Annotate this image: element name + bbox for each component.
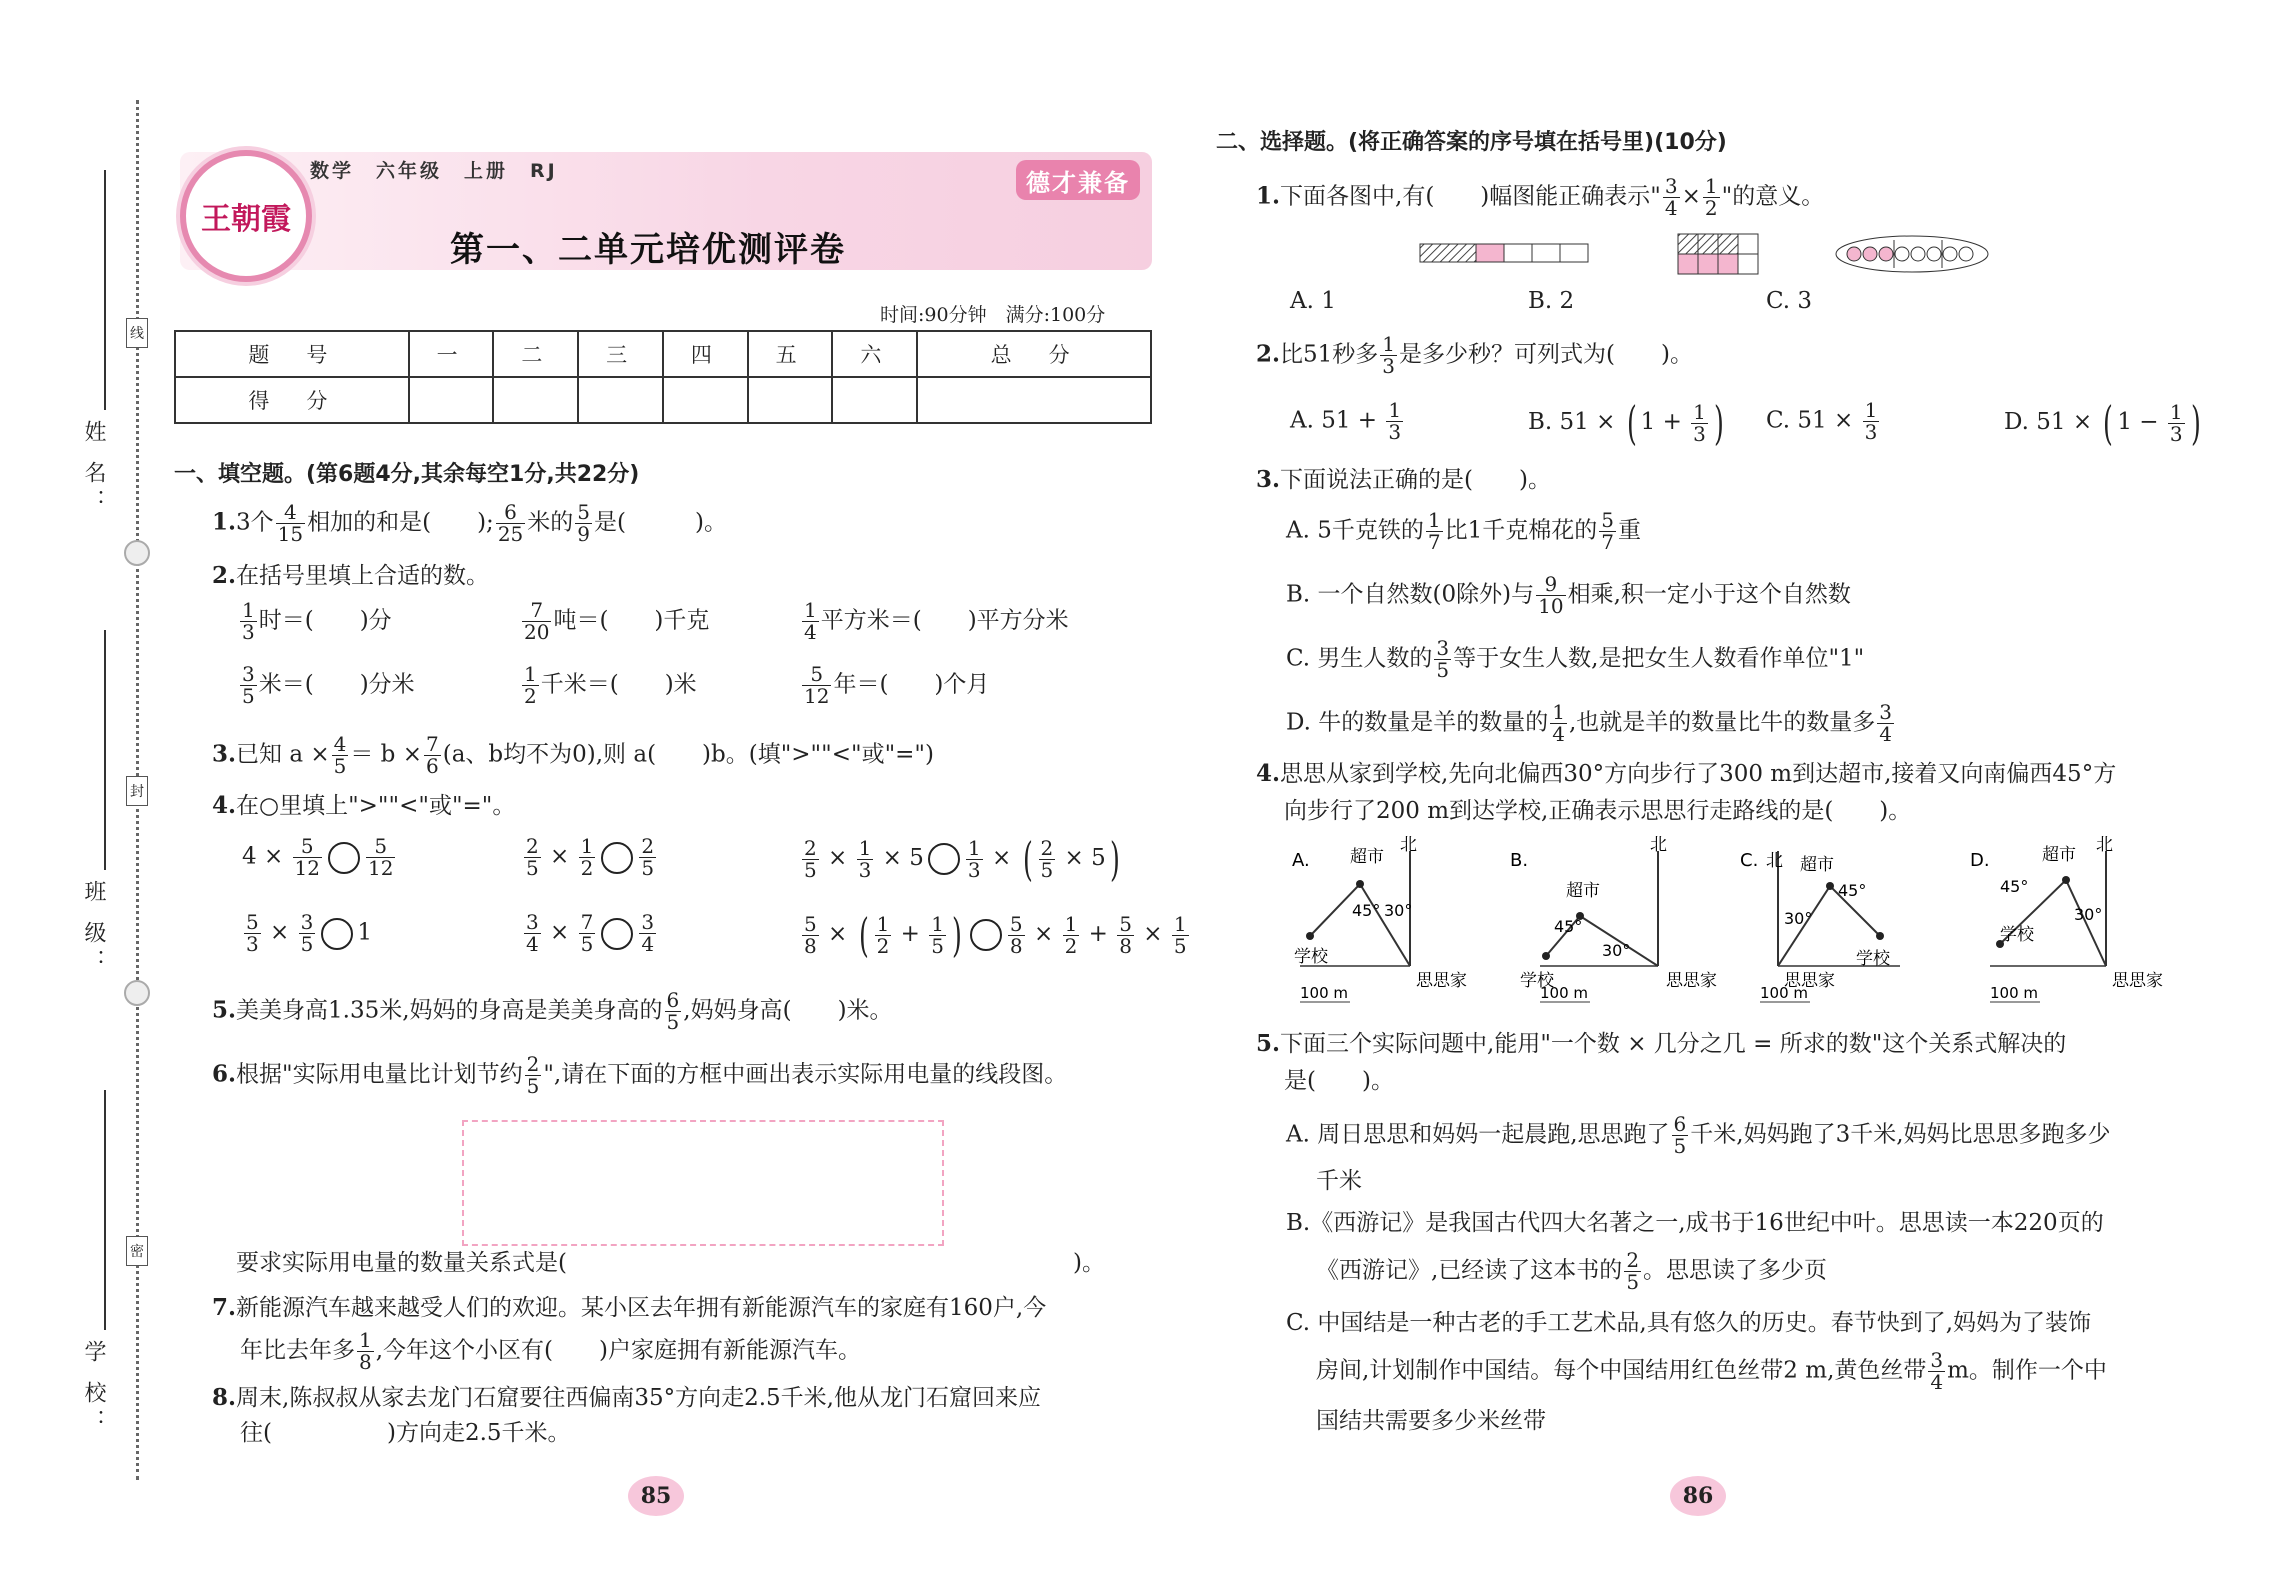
r-question-2: 2.比51秒多 $\frac{1}{3}$ 是多少秒？可列式为( )。 (1256, 332, 1693, 378)
score-cell[interactable] (663, 377, 748, 423)
class-underline (104, 630, 106, 870)
svg-text:30°: 30° (1784, 909, 1813, 928)
binding-ring (124, 980, 150, 1006)
svg-text:学校: 学校 (2000, 925, 2034, 945)
page-number-right: 86 (1670, 1476, 1726, 1516)
svg-text:100 m: 100 m (1990, 984, 2039, 1002)
r-question-5-line2: 是( )。 (1284, 1068, 1394, 1094)
score-header: 六 (832, 331, 917, 377)
section-2-heading: 二、选择题。(将正确答案的序号填在括号里)(10分) (1216, 130, 1727, 155)
figure-a-bar (1420, 244, 1588, 262)
question-1: 1.3个 $\frac{4}{15}$ 相加的和是( ); $\frac{6}{25}$ 米的 $\frac{5}{9}$ 是( )。 (212, 500, 727, 546)
compare-item: $\frac{2}{5}$ × $\frac{1}{3}$ × 5 $\frac{1}{3}$ × ( $\frac{2}{5}$ × 5) (804, 832, 1120, 886)
score-cell[interactable] (409, 377, 494, 423)
diagram-c (1740, 850, 1900, 1002)
class-label: 班 级： (81, 880, 106, 977)
score-header: 一 (409, 331, 494, 377)
svg-text:B.: B. (1510, 850, 1529, 871)
q2-option-b: B. 51 × ( 1 + $\frac{1}{3}$ ) (1528, 396, 1724, 450)
school-underline (104, 1090, 106, 1330)
score-header: 三 (578, 331, 663, 377)
motto-badge: 德才兼备 (1016, 160, 1140, 200)
r-question-3: 3.下面说法正确的是( )。 (1256, 466, 1551, 493)
svg-text:45°: 45° (1554, 917, 1583, 936)
svg-text:北: 北 (1400, 836, 1417, 855)
svg-text:D.: D. (1970, 850, 1990, 871)
route-diagrams (1280, 836, 2200, 1016)
svg-text:30°: 30° (2074, 905, 2103, 924)
drawing-box[interactable] (462, 1120, 944, 1246)
score-header: 总 分 (917, 331, 1151, 377)
svg-text:学校: 学校 (1520, 971, 1554, 991)
svg-text:超市: 超市 (1800, 855, 1834, 875)
svg-text:学校: 学校 (1856, 949, 1890, 969)
q2-item: $\frac{3}{5}$ 米＝( )分米 (242, 662, 415, 708)
svg-text:45°: 45° (1838, 881, 1867, 900)
compare-item: $\frac{5}{8}$ × ( $\frac{1}{2}$ + $\frac{1}{5}$ ) $\frac{5}{8}$ × $\frac{1}{2}$ + $\frac{5}{8}$ × $\frac{1}{5}$ (804, 908, 1187, 962)
seal-mark-line: 线 (126, 318, 148, 348)
fraction-figures (1410, 232, 2070, 276)
q3-option-b: B. 一个自然数(0除外)与 $\frac{9}{10}$ 相乘,积一定小于这个自然数 (1286, 572, 1851, 618)
score-cell[interactable] (917, 377, 1151, 423)
svg-text:A.: A. (1292, 850, 1310, 871)
svg-text:思思家: 思思家 (2112, 971, 2163, 991)
score-label: 得 分 (175, 377, 409, 423)
q2-item: $\frac{1}{3}$ 时＝( )分 (242, 598, 392, 644)
q5-option-b-cont: 《西游记》,已经读了这本书的 $\frac{2}{5}$ 。思思读了多少页 (1316, 1248, 1828, 1294)
time-score-info: 时间:90分钟 满分:100分 (880, 304, 1106, 326)
q5-option-a-cont: 千米 (1316, 1168, 1362, 1194)
score-cell[interactable] (832, 377, 917, 423)
svg-text:C.: C. (1740, 850, 1759, 871)
compare-item: 4 × $\frac{5}{12}$ $\frac{5}{12}$ (242, 834, 394, 880)
diagram-a (1292, 836, 1467, 1002)
seal-mark-seal: 封 (126, 776, 148, 806)
q3-option-a: A. 5千克铁的 $\frac{1}{7}$ 比1千克棉花的 $\frac{5}{7}$ 重 (1286, 508, 1641, 554)
q2-item: $\frac{1}{2}$ 千米＝( )米 (524, 662, 697, 708)
svg-text:30°: 30° (1602, 941, 1631, 960)
q1-option-a: A. 1 (1290, 288, 1336, 314)
r-question-5-line1: 5.下面三个实际问题中,能用"一个数 × 几分之几 = 所求的数"这个关系式解决的 (1256, 1030, 2067, 1057)
score-cell[interactable] (748, 377, 833, 423)
q2-option-a: A. 51 + $\frac{1}{3}$ (1290, 398, 1402, 444)
seal-mark-close: 密 (126, 1236, 148, 1266)
svg-text:北: 北 (1650, 836, 1667, 855)
answer-circle[interactable] (601, 842, 633, 874)
q5-option-c: C. 中国结是一种古老的手工艺术品,具有悠久的历史。春节快到了,妈妈为了装饰 (1286, 1310, 2092, 1336)
score-header: 题 号 (175, 331, 409, 377)
svg-text:100 m: 100 m (1760, 984, 1809, 1002)
answer-circle[interactable] (928, 843, 960, 875)
answer-circle[interactable] (601, 918, 633, 950)
score-header: 四 (663, 331, 748, 377)
q2-item: $\frac{7}{20}$ 吨＝( )千克 (524, 598, 710, 644)
question-6: 6.根据"实际用电量比计划节约 $\frac{2}{5}$ ",请在下面的方框中画出表示实际用电量的线段图。 (212, 1052, 1068, 1098)
q2-option-d: D. 51 × ( 1 − $\frac{1}{3}$ ) (2004, 396, 2201, 450)
svg-text:30°: 30° (1384, 901, 1413, 920)
svg-text:学校: 学校 (1294, 947, 1328, 967)
score-cell[interactable] (578, 377, 663, 423)
svg-text:思思家: 思思家 (1784, 971, 1835, 991)
q2-option-c: C. 51 × $\frac{1}{3}$ (1766, 398, 1878, 444)
svg-text:思思家: 思思家 (1666, 971, 1717, 991)
q5-option-c-cont: 房间,计划制作中国结。每个中国结用红色丝带2 m,黄色丝带 $\frac{3}{4}$ m。制作一个中 (1316, 1348, 2107, 1394)
q5-option-c-cont2: 国结共需要多少米丝带 (1316, 1408, 1546, 1434)
question-2: 2.在括号里填上合适的数。 (212, 562, 490, 589)
r-question-4-line2: 向步行了200 m到达学校,正确表示思思行走路线的是( )。 (1284, 798, 1912, 824)
svg-text:超市: 超市 (1350, 847, 1384, 867)
svg-text:北: 北 (2096, 836, 2113, 855)
answer-circle[interactable] (970, 919, 1002, 951)
r-question-4-line1: 4.思思从家到学校,先向北偏西30°方向步行了300 m到达超市,接着又向南偏西45°方 (1256, 760, 2117, 787)
subject-line: 数学 六年级 上册 RJ (310, 160, 558, 182)
question-7-line1: 7.新能源汽车越来越受人们的欢迎。某小区去年拥有新能源汽车的家庭有160户,今 (212, 1294, 1047, 1321)
question-8-line2: 往( )方向走2.5千米。 (240, 1420, 571, 1446)
question-3: 3.已知 a × $\frac{4}{5}$ ＝ b × $\frac{7}{6}$ (a、b均不为0),则 a( )b。(填">""<"或"=") (212, 732, 934, 778)
name-label: 姓 名： (81, 420, 106, 517)
school-label: 学 校： (81, 1340, 106, 1437)
binding-ring (124, 540, 150, 566)
page-title: 第一、二单元培优测评卷 (450, 230, 846, 270)
q6-relation: 要求实际用电量的数量关系式是( )。 (236, 1250, 1105, 1276)
answer-circle[interactable] (328, 842, 360, 874)
figure-b-grid (1678, 234, 1758, 274)
svg-text:100 m: 100 m (1300, 984, 1349, 1002)
q1-option-b: B. 2 (1528, 288, 1575, 314)
q1-option-c: C. 3 (1766, 288, 1813, 314)
score-table (174, 330, 1152, 424)
brand-logo: 王朝霞 (180, 150, 312, 282)
section-1-heading: 一、填空题。(第6题4分,其余每空1分,共22分) (174, 462, 640, 487)
svg-text:45°: 45° (1352, 901, 1381, 920)
q5-option-b: B.《西游记》是我国古代四大名著之一,成书于16世纪中叶。思思读一本220页的 (1286, 1210, 2104, 1236)
answer-circle[interactable] (321, 918, 353, 950)
diagram-d (1970, 836, 2163, 1002)
question-5: 5.美美身高1.35米,妈妈的身高是美美身高的 $\frac{6}{5}$ ,妈妈身高( )米。 (212, 988, 893, 1034)
r-question-1: 1.下面各图中,有( )幅图能正确表示" $\frac{3}{4}$ × $\frac{1}{2}$ "的意义。 (1256, 174, 1825, 220)
page-number-left: 85 (628, 1476, 684, 1516)
q5-option-a: A. 周日思思和妈妈一起晨跑,思思跑了 $\frac{6}{5}$ 千米,妈妈跑了3千米,妈妈比思思多跑多少 (1286, 1112, 2111, 1158)
q2-item: $\frac{5}{12}$ 年＝( )个月 (804, 662, 990, 708)
question-4: 4.在○里填上">""<"或"="。 (212, 792, 516, 819)
q2-item: $\frac{1}{4}$ 平方米＝( )平方分米 (804, 598, 1069, 644)
compare-item: $\frac{2}{5}$ × $\frac{1}{2}$ $\frac{2}{5}$ (526, 834, 655, 880)
svg-text:100 m: 100 m (1540, 984, 1589, 1002)
compare-item: $\frac{3}{4}$ × $\frac{7}{5}$ $\frac{3}{4}$ (526, 910, 655, 956)
figure-c-circles (1836, 236, 1988, 272)
q3-option-c: C. 男生人数的 $\frac{3}{5}$ 等于女生人数,是把女生人数看作单位"1" (1286, 636, 1865, 682)
name-underline (104, 170, 106, 410)
diagram-b (1510, 836, 1717, 1002)
score-header: 五 (748, 331, 833, 377)
question-7-line2: 年比去年多 $\frac{1}{8}$ ,今年这个小区有( )户家庭拥有新能源汽车。 (240, 1328, 861, 1374)
q3-option-d: D. 牛的数量是羊的数量的 $\frac{1}{4}$ ,也就是羊的数量比牛的数量多 $\frac{3}{4}$ (1286, 700, 1893, 746)
svg-text:思思家: 思思家 (1416, 971, 1467, 991)
score-header: 二 (493, 331, 578, 377)
compare-item: $\frac{5}{3}$ × $\frac{3}{5}$ 1 (246, 910, 373, 956)
svg-text:超市: 超市 (2042, 845, 2076, 865)
svg-text:45°: 45° (2000, 877, 2029, 896)
score-cell[interactable] (493, 377, 578, 423)
question-8-line1: 8.周末,陈叔叔从家去龙门石窟要往西偏南35°方向走2.5千米,他从龙门石窟回来应 (212, 1384, 1041, 1411)
svg-text:超市: 超市 (1566, 881, 1600, 901)
svg-text:北: 北 (1766, 851, 1783, 871)
